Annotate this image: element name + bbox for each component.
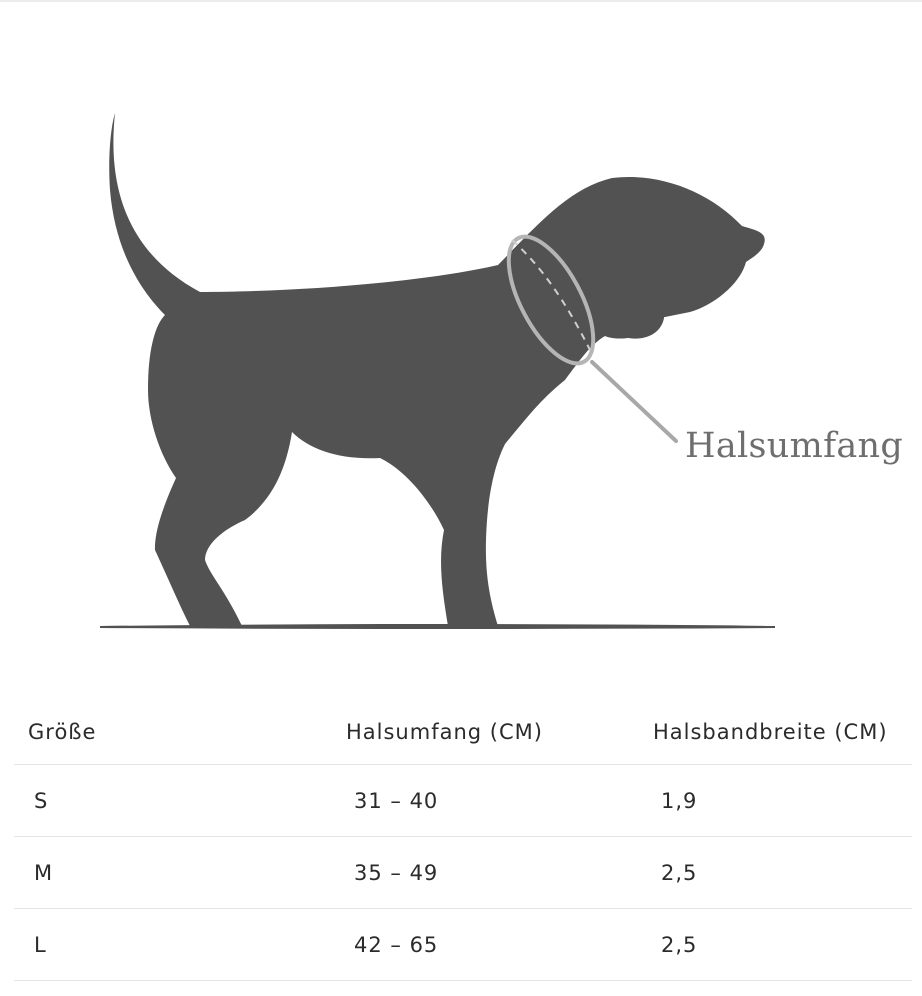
cell-collar-width: 1,9 — [661, 788, 698, 813]
cell-neck-circumference: 35 – 49 — [354, 860, 439, 885]
table-row — [14, 765, 912, 837]
size-chart-table — [14, 700, 912, 981]
cell-size: M — [34, 860, 54, 885]
neck-circumference-label: Halsumfang — [685, 426, 904, 466]
table-header-row — [14, 700, 912, 765]
cell-collar-width: 2,5 — [661, 860, 698, 885]
dog-body-shape — [109, 113, 765, 626]
cell-collar-width: 2,5 — [661, 932, 698, 957]
cell-neck-circumference: 31 – 40 — [354, 788, 439, 813]
cell-size: S — [34, 788, 49, 813]
header-neck-circumference: Halsumfang (CM) — [346, 720, 543, 744]
table-row — [14, 837, 912, 909]
header-collar-width: Halsbandbreite (CM) — [653, 720, 888, 744]
cell-size: L — [34, 932, 47, 957]
header-size: Größe — [28, 720, 97, 744]
label-pointer-line — [592, 362, 676, 441]
cell-neck-circumference: 42 – 65 — [354, 932, 439, 957]
table-row — [14, 909, 912, 981]
